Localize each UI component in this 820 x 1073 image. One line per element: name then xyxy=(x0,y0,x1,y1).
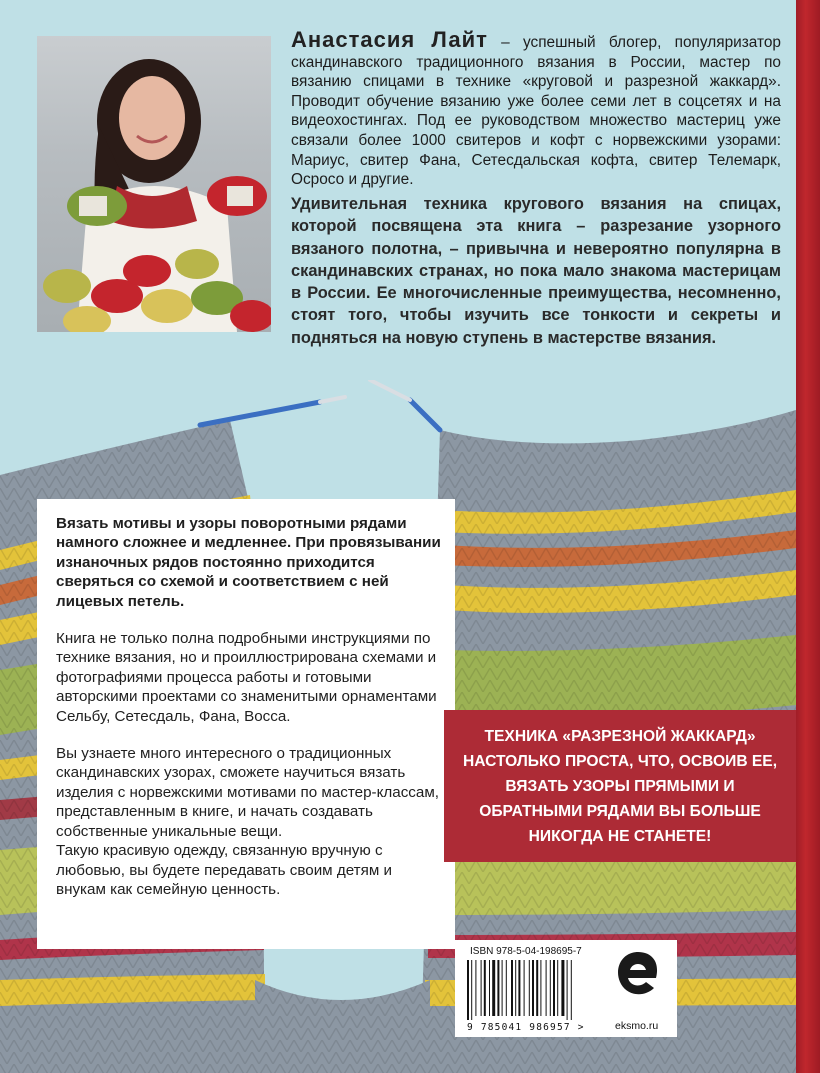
author-bio-text: – успешный блогер, популяризатор скандинавского традиционного вязания в России, мастер по вязанию спицами в технике «круговой и разрезной жаккард». Проводит обучение вязанию уже более семи лет в соцсетях и на видеохостингах. Под ее руководством множество мастериц уже связали более 1000 свитеров и кофт с норвежскими узорами: Мариус, свитер Фана, Сетесдальская кофта, свитер Телемарк, Осросо и другие. xyxy=(291,34,781,189)
callout-text: ТЕХНИКА «РАЗРЕЗНОЙ ЖАККАРД» НАСТОЛЬКО ПРОСТА, ЧТО, ОСВОИВ ЕЕ, ВЯЗАТЬ УЗОРЫ ПРЯМЫМИ И ОБРАТНЫМИ РЯДАМИ ВЫ БОЛЬШЕ НИКОГДА НЕ СТАНЕТЕ! xyxy=(462,727,778,845)
publisher-site: eksmo.ru xyxy=(615,1020,659,1032)
barcode-icon xyxy=(465,960,599,1020)
description-paragraph-1: Вязать мотивы и узоры поворотными рядами намного сложнее и медленнее. При провязывании изнаночных рядов постоянно приходится сверяться со схемой и соответствием с ней лицевых петель. xyxy=(56,515,441,610)
description-paragraph-4: Такую красивую одежду, связанную вручную с любовью, вы будете передавать своим детям и внукам как семейную ценность. xyxy=(56,842,392,898)
author-bio xyxy=(291,27,781,190)
author-photo xyxy=(37,36,271,332)
description-text xyxy=(56,514,444,917)
description-paragraph-2: Книга не только полна подробными инструкциями по технике вязания, но и проиллюстрирована схемами и фотографиями процесса работы и готовыми авторскими проектами со знаменитыми орнаментами Сельбу, Сетесдаль, Фана, Восса. xyxy=(56,630,437,725)
isbn-label: ISBN 978-5-04-198695-7 xyxy=(470,946,582,957)
book-spine-edge xyxy=(796,0,820,1073)
lead-paragraph: Удивительная техника кругового вязания на спицах, которой посвящена эта книга – разрезание узорного вязаного полотна, – привычна и невероятно популярна в скандинавских странах, но пока мало знакома мастерицам в России. Ее многочисленные преимущества, несомненно, стоят того, чтобы изучить все тонкости и секреты и подняться на новую ступень в мастерстве вязания. xyxy=(291,195,781,347)
barcode-panel xyxy=(455,940,677,1037)
description-paragraph-3: Вы узнаете много интересного о традиционных скандинавских узорах, сможете научиться вязать изделия с норвежскими мотивами по мастер-классам, представленным в книге, и начать создавать собственные уникальные вещи. xyxy=(56,745,440,840)
publisher-logo-icon xyxy=(610,948,666,1014)
callout-box xyxy=(444,710,796,862)
author-name: Анастасия Лайт xyxy=(291,27,488,52)
barcode-digits: 9 785041 986957 > xyxy=(467,1022,585,1033)
